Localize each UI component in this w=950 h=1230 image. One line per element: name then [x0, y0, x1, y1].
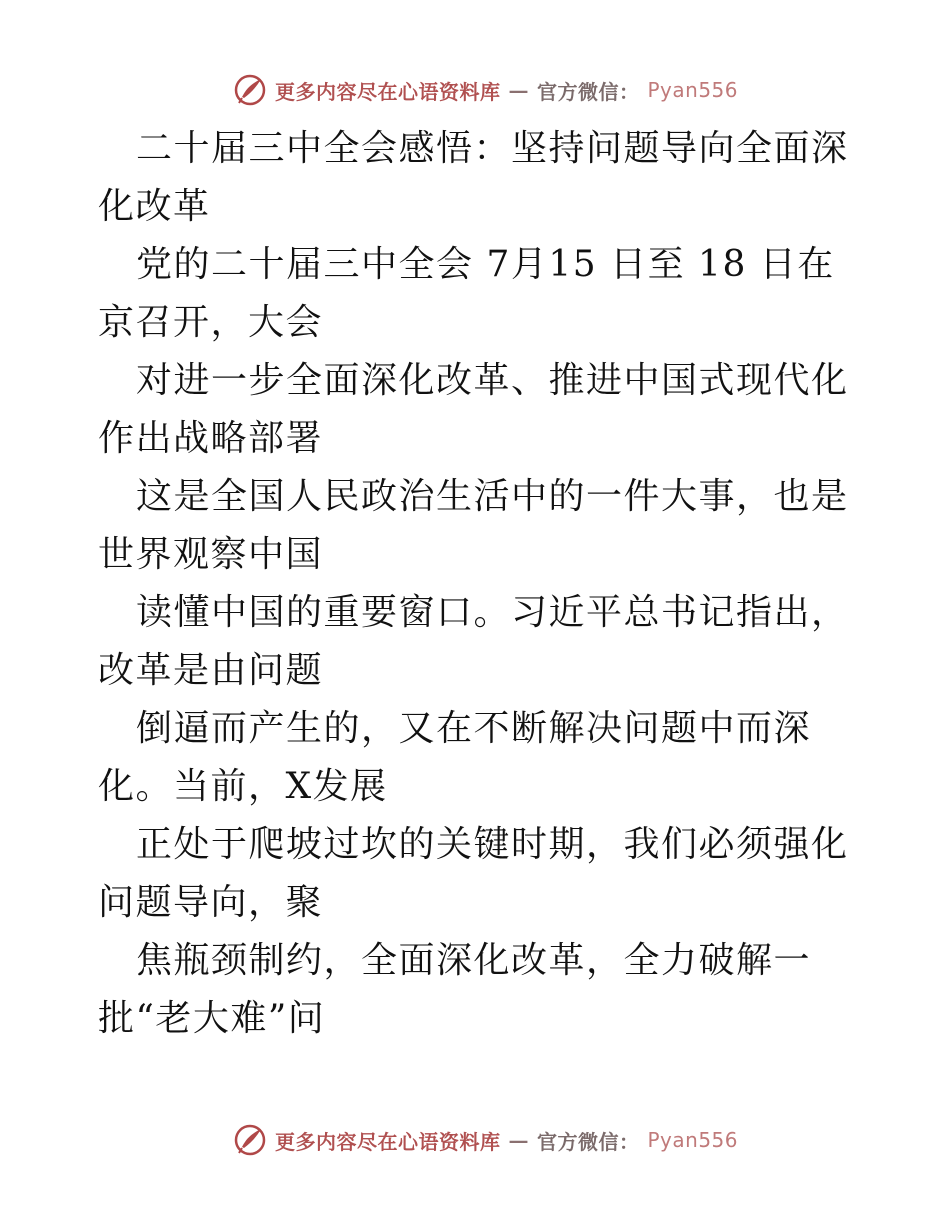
- paragraph: 对进一步全面深化改革、推进中国式现代化作出战略部署: [98, 360, 849, 459]
- paragraph: 读懂中国的重要窗口。习近平总书记指出，改革是由问题: [98, 592, 849, 691]
- paragraph: 党的二十届三中全会 7月15 日至 18 日在京召开，大会: [98, 244, 835, 343]
- quill-logo-icon: [233, 1123, 267, 1157]
- watermark-id: Pyan556: [647, 78, 739, 102]
- watermark-dash: —: [508, 78, 529, 102]
- paragraph: 正处于爬坡过坎的关键时期，我们必须强化问题导向，聚: [98, 824, 849, 923]
- footer-watermark: [233, 1120, 738, 1160]
- document-body: [98, 120, 858, 1048]
- paragraph: 焦瓶颈制约，全面深化改革，全力破解一批“老大难”问: [98, 940, 812, 1039]
- watermark-id: Pyan556: [647, 1128, 739, 1152]
- quill-logo-icon: [233, 73, 267, 107]
- watermark-label: 官方微信：: [537, 1129, 640, 1154]
- header-watermark: [233, 70, 738, 110]
- paragraph: 这是全国人民政治生活中的一件大事，也是世界观察中国: [98, 476, 849, 575]
- paragraph: 二十届三中全会感悟：坚持问题导向全面深化改革: [98, 128, 849, 227]
- watermark-label: 官方微信：: [537, 79, 640, 104]
- watermark-brand: 更多内容尽在心语资料库: [275, 79, 501, 104]
- paragraph: 倒逼而产生的，又在不断解决问题中而深化。当前，X发展: [98, 708, 812, 807]
- watermark-dash: —: [508, 1128, 529, 1152]
- watermark-brand: 更多内容尽在心语资料库: [275, 1129, 501, 1154]
